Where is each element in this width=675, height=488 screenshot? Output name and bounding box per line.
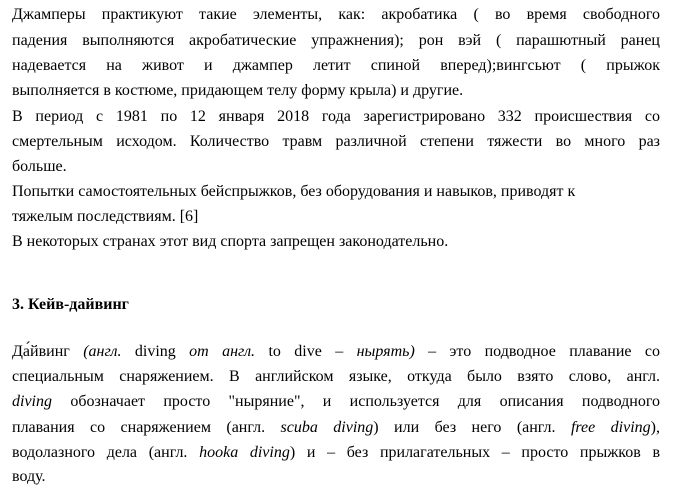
paragraph-1-line-1: Джамперы практикуют такие элементы, как: акробатика ( во время свободного — [12, 6, 660, 23]
line-5-part-a: водолазного дела (англ. — [12, 444, 200, 461]
translation: нырять) — [356, 343, 415, 360]
paragraph-2-line-1: В период с 1981 по 12 января 2018 года зарегистрировано 332 происшествия со — [12, 108, 660, 125]
line-4-part-a: плавания со снаряжением (англ. — [12, 419, 281, 436]
abbr-engl: (англ. — [83, 343, 122, 360]
paragraph-5-line-4 — [12, 418, 660, 438]
paragraph-2-line-3: больше. — [12, 158, 67, 175]
line-4-part-c: ) или без него (англ. — [373, 419, 571, 436]
paragraph-2-line-2: смертельным исходом. Количество травм различной степени тяжести во много раз — [12, 133, 660, 150]
line-3-rest: обозначает просто "ныряние", и используется для описания подводного — [52, 393, 660, 410]
paragraph-5-line-5 — [12, 443, 660, 463]
paragraph-1-line-2: падения выполняются акробатические упражнения); рон вэй ( парашютный ранец — [12, 32, 660, 49]
scuba-diving: scuba diving — [280, 419, 374, 436]
paragraph-3-line-1: Попытки самостоятельных бейспрыжков, без оборудования и навыков, приводят к — [12, 183, 576, 200]
paragraph-5-line-2: специальным снаряжением. В английском языке, откуда было взято слово, англ. — [12, 368, 660, 385]
line-4-part-e: ), — [650, 419, 660, 436]
section-heading: 3. Кейв-дайвинг — [12, 296, 129, 313]
free-diving: free diving — [570, 419, 651, 436]
paragraph-1-line-3: надевается на живот и джампер летит спиной вперед);вингсьют ( прыжок — [12, 57, 660, 74]
hooka-diving: hooka diving — [199, 444, 290, 461]
line-5-part-c: ) и – без прилагательных – просто прыжков в — [289, 444, 661, 461]
from-engl: от англ. — [189, 343, 256, 360]
term-diving: Да́йвинг — [12, 343, 84, 360]
paragraph-1-line-4: выполняется в костюме, придающем телу форму крыла) и другие. — [12, 82, 464, 99]
paragraph-5-line-6: воду. — [12, 468, 46, 485]
paragraph-4-line-1: В некоторых странах этот вид спорта запрещен законодательно. — [12, 233, 449, 250]
word-diving-italic: diving — [12, 393, 52, 410]
paragraph-5-line-3 — [12, 392, 660, 412]
paragraph-5-line-1 — [12, 342, 660, 362]
to-dive: to dive – — [255, 343, 357, 360]
definition-start: – это подводное плавание со — [414, 343, 661, 360]
word-diving: diving — [121, 343, 190, 360]
paragraph-3-line-2: тяжелым последствиям. [6] — [12, 208, 199, 225]
